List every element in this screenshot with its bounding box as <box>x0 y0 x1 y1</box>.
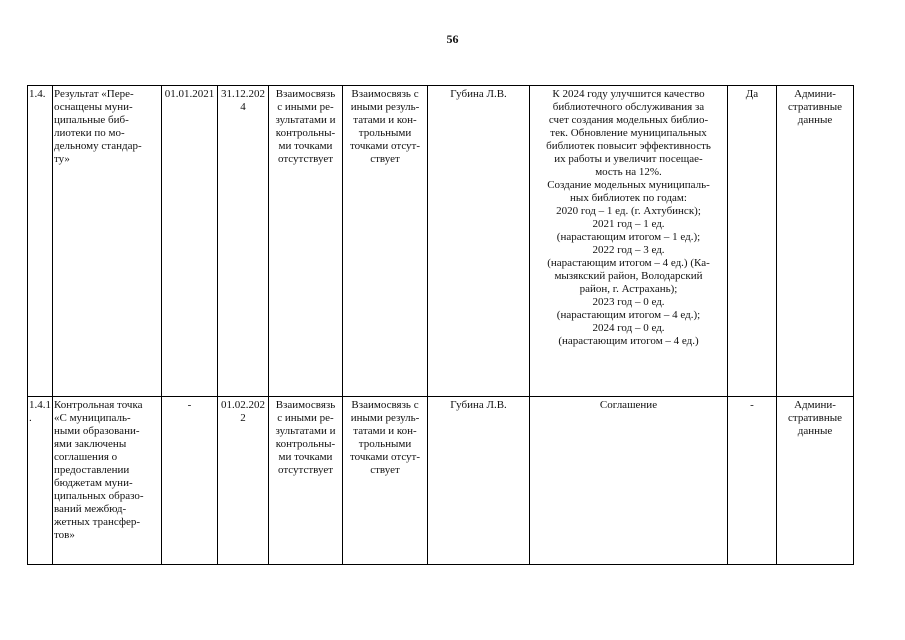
table-row <box>28 397 854 565</box>
successor-link-cell: Взаимосвязь с иными резуль- татами и кон- трольными точками отсут- ствует <box>343 86 428 397</box>
end-date-cell: 31.12.2024 <box>218 86 269 397</box>
end-date-cell: 01.02.2022 <box>218 397 269 565</box>
start-date-cell: 01.01.2021 <box>162 86 218 397</box>
responsible-cell: Губина Л.В. <box>428 86 530 397</box>
description-cell: К 2024 году улучшится качество библиотечного обслуживания за счет создания модельных библио- тек. Обновление муниципальных библиотек повысит эффективность их работы и увеличит посещае- мость на 12%. Создание модельных муниципаль- ных библиотек по годам: 2020 год – 1 ед. (г. Ахтубинск); 2021 год – 1 ед. (нарастающим итогом – 1 ед.); 2022 год – 3 ед. (нарастающим итогом – 4 ед.) (Ка- мызякский район, Володарский район, г. Астрахань); 2023 год – 0 ед. (нарастающим итогом – 4 ед.); 2024 год – 0 ед. (нарастающим итогом – 4 ед.) <box>530 86 728 397</box>
name-cell: Контрольная точка «С муниципаль- ными образовани- ями заключены соглашения о предоставлении бюджетам муни- ципальных образо- ваний межбюд- жетных трансфер- тов» <box>53 397 162 565</box>
start-date-cell: - <box>162 397 218 565</box>
flag-cell: Да <box>728 86 777 397</box>
source-cell: Админи- стративные данные <box>777 86 854 397</box>
plan-table <box>27 85 854 565</box>
row-number-cell: 1.4.1. <box>28 397 53 565</box>
predecessor-link-cell: Взаимосвязь с иными ре- зультатами и контрольны- ми точками отсутствует <box>269 397 343 565</box>
name-cell: Результат «Пере- оснащены муни- ципальные биб- лиотеки по мо- дельному стандар- ту» <box>53 86 162 397</box>
flag-cell: - <box>728 397 777 565</box>
page-number: 56 <box>446 32 459 46</box>
row-number-cell: 1.4. <box>28 86 53 397</box>
source-cell: Админи- стративные данные <box>777 397 854 565</box>
description-cell: Соглашение <box>530 397 728 565</box>
predecessor-link-cell: Взаимосвязь с иными ре- зультатами и контрольны- ми точками отсутствует <box>269 86 343 397</box>
table-row <box>28 86 854 397</box>
successor-link-cell: Взаимосвязь с иными резуль- татами и кон- трольными точками отсут- ствует <box>343 397 428 565</box>
responsible-cell: Губина Л.В. <box>428 397 530 565</box>
